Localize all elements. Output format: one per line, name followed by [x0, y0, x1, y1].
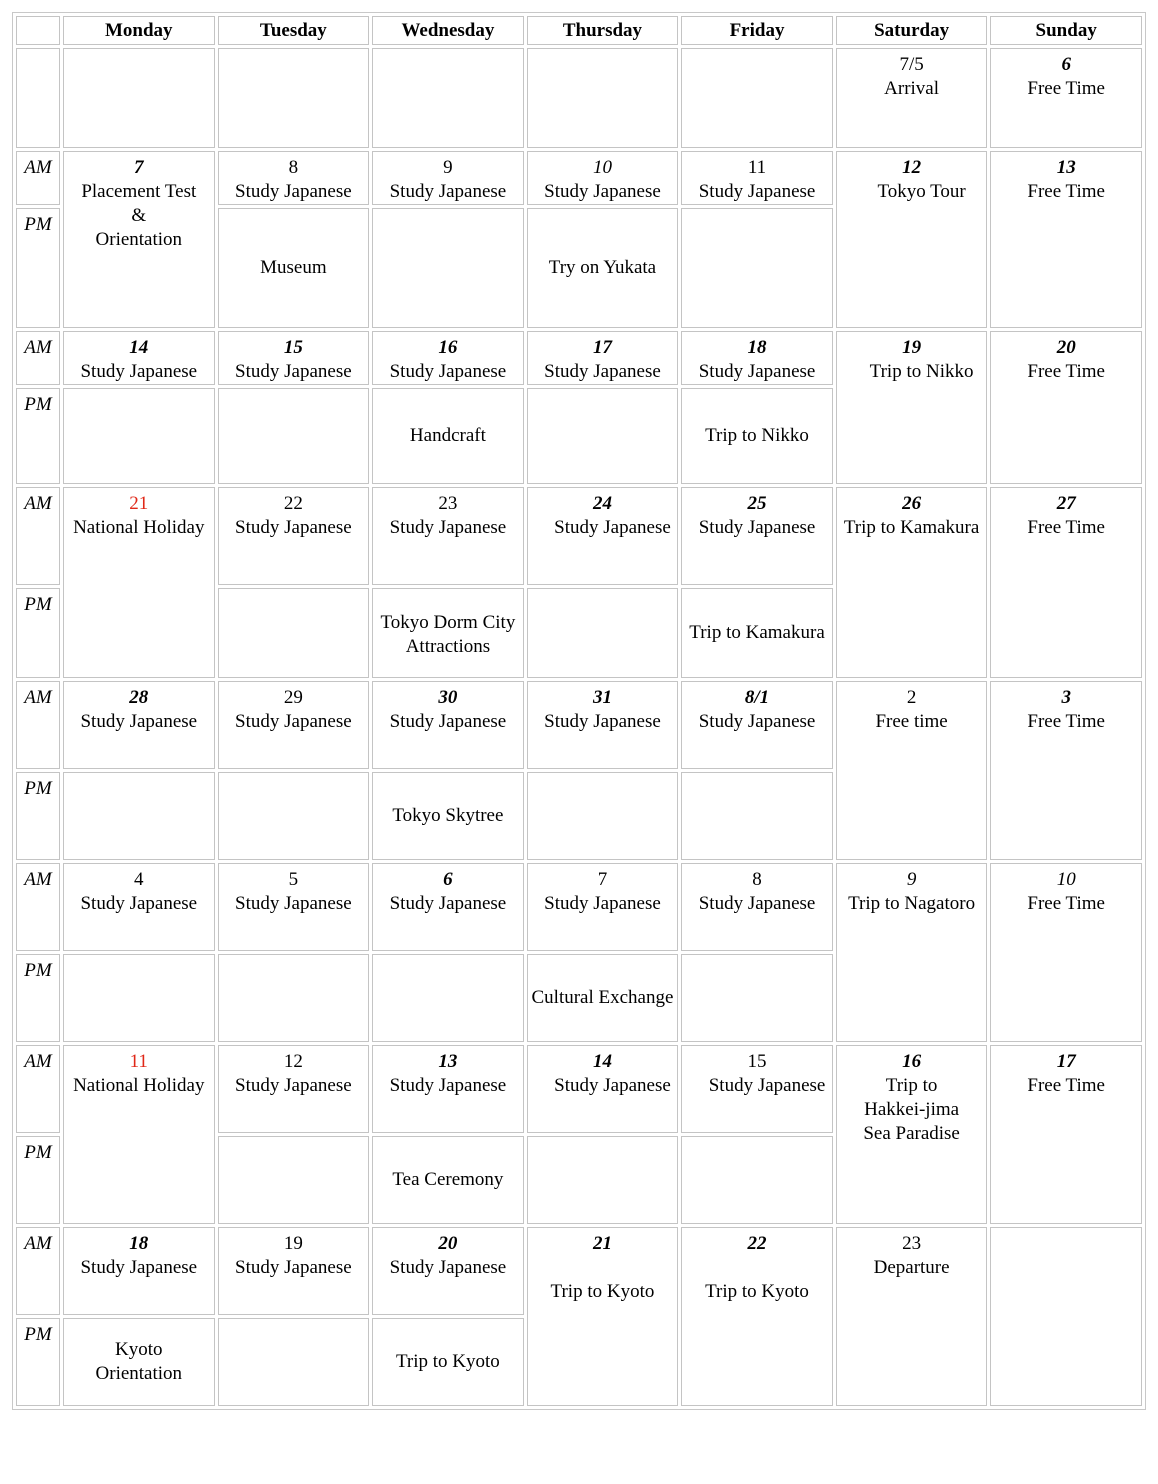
event-text: Free Time — [1027, 517, 1105, 538]
pm-cell — [681, 388, 833, 484]
am-cell — [63, 681, 215, 769]
day-cell — [836, 48, 988, 148]
day-number: 19 — [902, 337, 922, 358]
day-cell — [990, 48, 1142, 148]
event-text: Study Japanese — [698, 893, 816, 914]
pm-cell — [218, 388, 370, 484]
am-cell — [218, 863, 370, 951]
event-text: Study Japanese — [389, 361, 507, 382]
event-text: Study Japanese — [235, 1257, 352, 1278]
am-cell — [372, 1045, 524, 1133]
pm-cell — [218, 588, 370, 678]
event-text: Study Japanese — [235, 181, 352, 202]
day-number: 29 — [283, 687, 303, 708]
day-number: 18 — [747, 337, 767, 358]
event-text: Placement Test & Orientation — [81, 181, 197, 250]
am-cell — [372, 681, 524, 769]
pm-cell — [218, 1318, 370, 1406]
day-number: 21 — [592, 1233, 612, 1254]
am-row — [16, 681, 1142, 769]
day-number: 6 — [1061, 54, 1071, 75]
day-number: 3 — [1061, 687, 1071, 708]
am-cell — [681, 863, 833, 951]
event-text: Trip to Hakkei-jima Sea Paradise — [863, 1075, 960, 1144]
event-text: Study Japanese — [389, 517, 507, 538]
day-number: 18 — [129, 1233, 149, 1254]
day-number: 16 — [902, 1051, 922, 1072]
day-cell — [836, 487, 988, 678]
pm-cell — [681, 1136, 833, 1224]
day-number: 20 — [1056, 337, 1076, 358]
day-number: 21 — [129, 493, 149, 514]
day-number: 10 — [1056, 869, 1076, 890]
pm-label: PM — [16, 588, 60, 678]
header-wednesday: Wednesday — [372, 16, 524, 45]
label-cell — [16, 48, 60, 148]
day-number: 7/5 — [899, 54, 924, 75]
am-label: AM — [16, 863, 60, 951]
day-number: 4 — [134, 869, 144, 890]
pm-cell — [63, 1318, 215, 1406]
day-cell — [836, 151, 988, 328]
event-text: Try on Yukata — [548, 257, 657, 278]
day-number: 12 — [283, 1051, 303, 1072]
event-text: Study Japanese — [389, 711, 507, 732]
day-number: 11 — [129, 1051, 148, 1072]
am-label: AM — [16, 487, 60, 585]
am-cell — [527, 487, 679, 585]
header-friday: Friday — [681, 16, 833, 45]
day-number: 20 — [438, 1233, 458, 1254]
day-cell — [63, 151, 215, 328]
event-text: Study Japanese — [544, 893, 661, 914]
day-number: 16 — [438, 337, 458, 358]
week-row — [16, 48, 1142, 148]
day-number: 13 — [1056, 157, 1076, 178]
am-row — [16, 1227, 1142, 1315]
event-text: Study Japanese — [389, 893, 507, 914]
day-cell — [372, 48, 524, 148]
day-number: 27 — [1056, 493, 1076, 514]
day-number: 10 — [592, 157, 612, 178]
pm-cell — [527, 208, 679, 328]
am-cell — [681, 331, 833, 385]
pm-cell — [218, 1136, 370, 1224]
day-number: 7 — [134, 157, 144, 178]
event-text: Tokyo Skytree — [392, 805, 504, 826]
am-cell — [372, 1227, 524, 1315]
day-cell — [836, 331, 988, 484]
day-number: 23 — [438, 493, 458, 514]
pm-cell — [681, 588, 833, 678]
am-cell — [681, 151, 833, 205]
event-text: Trip to Kamakura — [689, 622, 825, 643]
day-number: 8/1 — [744, 687, 770, 708]
event-text: Study Japanese — [698, 181, 816, 202]
pm-cell — [527, 388, 679, 484]
pm-label: PM — [16, 772, 60, 860]
day-cell — [990, 487, 1142, 678]
event-text: Trip to Kamakura — [843, 517, 980, 538]
event-text: Tokyo Dorm City Attractions — [380, 612, 516, 657]
header-sunday: Sunday — [990, 16, 1142, 45]
day-number: 9 — [443, 157, 453, 178]
day-cell — [836, 863, 988, 1042]
event-text: Trip to Kyoto — [395, 1351, 500, 1372]
am-cell — [372, 487, 524, 585]
schedule-calendar — [12, 12, 1146, 1410]
am-cell — [527, 331, 679, 385]
am-cell — [681, 1045, 833, 1133]
header-monday: Monday — [63, 16, 215, 45]
pm-cell — [372, 772, 524, 860]
am-cell — [218, 681, 370, 769]
pm-cell — [372, 208, 524, 328]
am-cell — [527, 1045, 679, 1133]
pm-cell — [527, 772, 679, 860]
event-text: Study Japanese — [698, 711, 816, 732]
am-label: AM — [16, 1045, 60, 1133]
day-cell — [527, 1227, 679, 1406]
pm-cell — [372, 954, 524, 1042]
pm-label: PM — [16, 954, 60, 1042]
pm-cell — [372, 1136, 524, 1224]
am-label: AM — [16, 151, 60, 205]
am-cell — [218, 1227, 370, 1315]
event-text: Study Japanese — [698, 517, 816, 538]
day-number: 5 — [288, 869, 299, 890]
day-number: 30 — [438, 687, 458, 708]
event-text: Arrival — [884, 78, 940, 99]
day-cell — [527, 48, 679, 148]
day-number: 19 — [283, 1233, 303, 1254]
day-number: 8 — [752, 869, 762, 890]
event-text: Study Japanese — [389, 181, 507, 202]
event-text: Trip to Nikko — [869, 361, 974, 382]
day-number: 23 — [902, 1233, 922, 1254]
day-cell — [63, 48, 215, 148]
event-text: Study Japanese — [554, 517, 671, 538]
event-text: Tokyo Tour — [877, 181, 966, 202]
header-saturday: Saturday — [836, 16, 988, 45]
event-text: Study Japanese — [389, 1075, 507, 1096]
am-cell — [63, 1227, 215, 1315]
pm-cell — [63, 772, 215, 860]
am-cell — [218, 1045, 370, 1133]
am-label: AM — [16, 331, 60, 385]
event-text: Cultural Exchange — [531, 987, 674, 1008]
pm-cell — [63, 954, 215, 1042]
event-text: Study Japanese — [235, 517, 352, 538]
am-cell — [681, 681, 833, 769]
day-cell — [63, 487, 215, 678]
header-tuesday: Tuesday — [218, 16, 370, 45]
pm-cell — [527, 1136, 679, 1224]
event-text: Study Japanese — [708, 1075, 826, 1096]
event-text: Study Japanese — [80, 361, 198, 382]
pm-cell — [63, 388, 215, 484]
am-cell — [681, 487, 833, 585]
event-text: Handcraft — [409, 425, 486, 446]
event-text: Study Japanese — [698, 361, 816, 382]
am-row — [16, 1045, 1142, 1133]
pm-cell — [372, 1318, 524, 1406]
pm-cell — [681, 954, 833, 1042]
day-number: 28 — [129, 687, 149, 708]
am-cell — [527, 863, 679, 951]
event-text: Trip to Kyoto — [550, 1281, 655, 1302]
event-text: Free Time — [1027, 361, 1105, 382]
day-number: 6 — [443, 869, 453, 890]
am-cell — [527, 151, 679, 205]
am-row — [16, 331, 1142, 385]
header-row — [16, 16, 1142, 45]
event-text: Study Japanese — [554, 1075, 671, 1096]
day-cell — [990, 1227, 1142, 1406]
day-number: 2 — [906, 687, 917, 708]
am-row — [16, 487, 1142, 585]
day-cell — [990, 863, 1142, 1042]
event-text: Study Japanese — [80, 711, 198, 732]
day-cell — [63, 1045, 215, 1224]
event-text: Free Time — [1027, 78, 1105, 99]
event-text: Study Japanese — [389, 1257, 507, 1278]
event-text: Study Japanese — [235, 711, 352, 732]
day-number: 22 — [283, 493, 303, 514]
day-number: 31 — [592, 687, 612, 708]
event-text: National Holiday — [73, 517, 205, 538]
am-cell — [372, 331, 524, 385]
event-text: Study Japanese — [235, 893, 352, 914]
event-text: Free Time — [1027, 711, 1105, 732]
day-number: 14 — [129, 337, 149, 358]
day-number: 13 — [438, 1051, 458, 1072]
pm-cell — [218, 208, 370, 328]
event-text: Study Japanese — [80, 893, 198, 914]
day-cell — [990, 151, 1142, 328]
pm-label: PM — [16, 388, 60, 484]
am-cell — [218, 487, 370, 585]
pm-label: PM — [16, 208, 60, 328]
event-text: Free Time — [1027, 1075, 1105, 1096]
pm-cell — [218, 954, 370, 1042]
pm-cell — [681, 208, 833, 328]
day-number: 22 — [747, 1233, 767, 1254]
event-text: National Holiday — [73, 1075, 205, 1096]
day-cell — [218, 48, 370, 148]
am-cell — [63, 331, 215, 385]
am-row — [16, 151, 1142, 205]
event-text: Museum — [260, 257, 327, 278]
day-cell — [990, 1045, 1142, 1224]
pm-cell — [218, 772, 370, 860]
corner-cell — [16, 16, 60, 45]
day-number: 25 — [747, 493, 767, 514]
day-number: 7 — [597, 869, 608, 890]
day-cell — [681, 48, 833, 148]
pm-cell — [527, 588, 679, 678]
day-number: 24 — [592, 493, 612, 514]
day-cell — [681, 1227, 833, 1406]
pm-cell — [681, 772, 833, 860]
event-text: Kyoto Orientation — [95, 1339, 183, 1384]
am-cell — [218, 331, 370, 385]
day-number: 9 — [906, 869, 917, 890]
day-number: 17 — [592, 337, 612, 358]
pm-label: PM — [16, 1318, 60, 1406]
event-text: Trip to Nagatoro — [848, 893, 976, 914]
event-text: Free Time — [1027, 181, 1105, 202]
event-text: Free Time — [1027, 893, 1105, 914]
day-number: 17 — [1056, 1051, 1076, 1072]
event-text: Trip to Kyoto — [705, 1281, 809, 1302]
am-cell — [527, 681, 679, 769]
calendar-table — [12, 12, 1146, 1410]
day-cell — [990, 681, 1142, 860]
day-number: 11 — [747, 157, 767, 178]
day-cell — [836, 1227, 988, 1406]
pm-cell — [527, 954, 679, 1042]
day-number: 15 — [747, 1051, 767, 1072]
pm-cell — [372, 388, 524, 484]
day-cell — [990, 331, 1142, 484]
event-text: Trip to Nikko — [705, 425, 809, 446]
event-text: Study Japanese — [544, 181, 661, 202]
event-text: Departure — [873, 1257, 950, 1278]
pm-label: PM — [16, 1136, 60, 1224]
day-number: 14 — [592, 1051, 612, 1072]
am-cell — [218, 151, 370, 205]
am-label: AM — [16, 681, 60, 769]
am-cell — [372, 863, 524, 951]
event-text: Free time — [875, 711, 948, 732]
day-cell — [836, 1045, 988, 1224]
day-number: 15 — [283, 337, 303, 358]
am-row — [16, 863, 1142, 951]
event-text: Study Japanese — [235, 361, 352, 382]
day-cell — [836, 681, 988, 860]
am-label: AM — [16, 1227, 60, 1315]
am-cell — [372, 151, 524, 205]
event-text: Study Japanese — [80, 1257, 198, 1278]
event-text: Tea Ceremony — [392, 1169, 504, 1190]
day-number: 8 — [288, 157, 299, 178]
day-number: 12 — [902, 157, 922, 178]
event-text: Study Japanese — [544, 361, 661, 382]
event-text: Study Japanese — [235, 1075, 352, 1096]
event-text: Study Japanese — [544, 711, 661, 732]
day-number: 26 — [902, 493, 922, 514]
pm-cell — [372, 588, 524, 678]
header-thursday: Thursday — [527, 16, 679, 45]
am-cell — [63, 863, 215, 951]
